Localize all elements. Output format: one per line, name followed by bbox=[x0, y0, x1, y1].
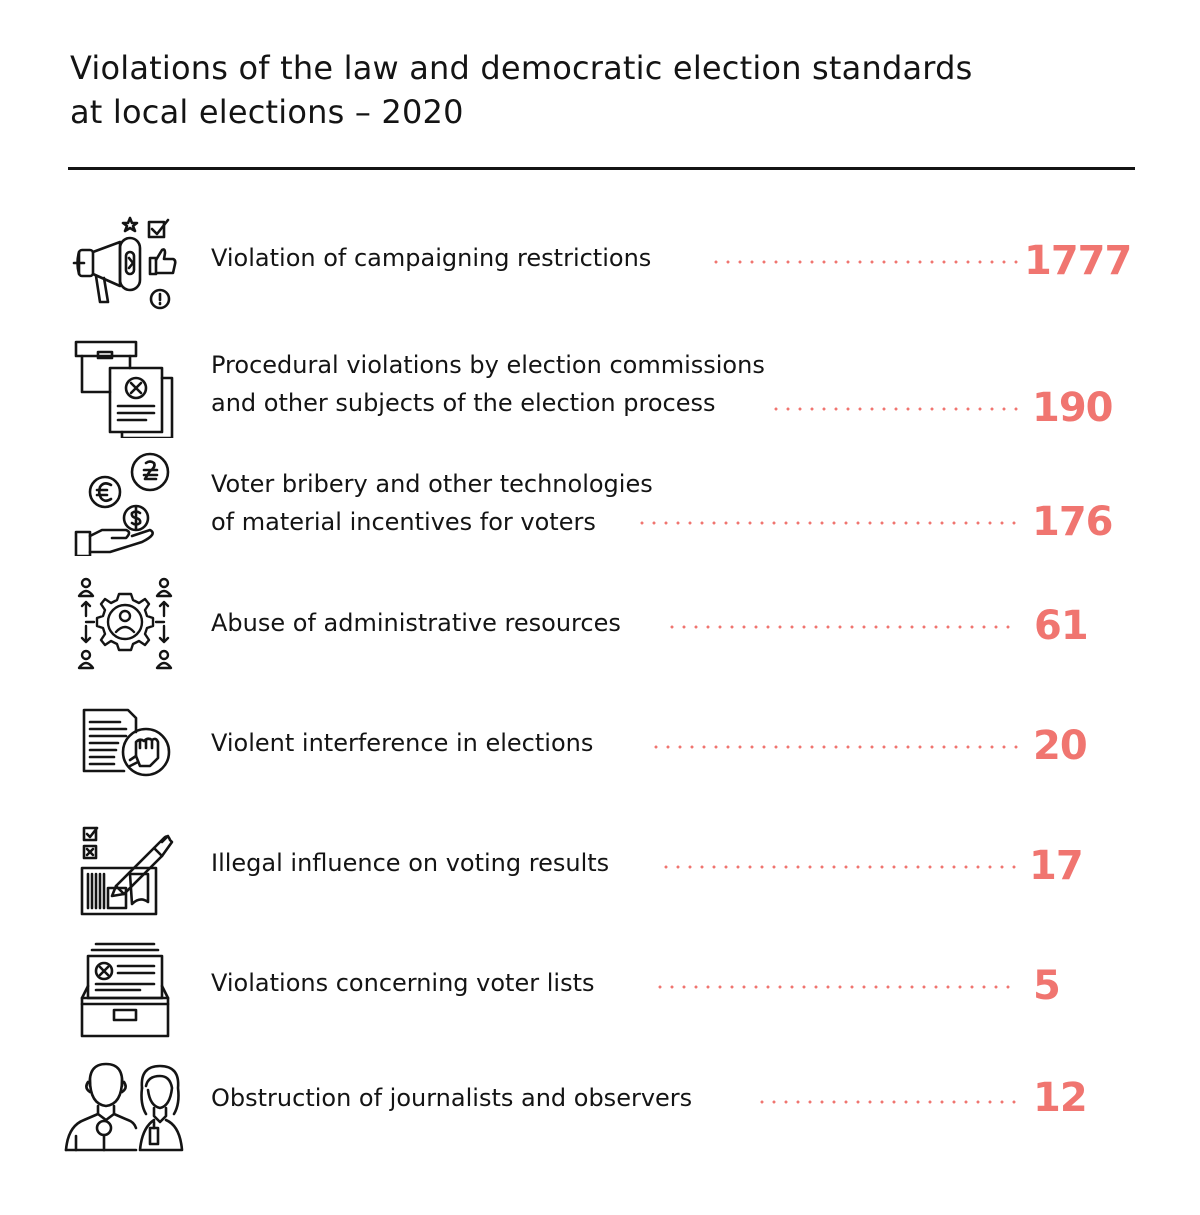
violation-count: 5 bbox=[1033, 963, 1060, 1009]
violation-label-line: of material incentives for voters bbox=[211, 508, 596, 536]
violation-row bbox=[0, 1050, 1200, 1160]
chart-title-line: at local elections – 2020 bbox=[70, 93, 464, 131]
leader-dots bbox=[756, 1100, 1018, 1104]
violation-row bbox=[0, 330, 1200, 440]
violation-label-line: Violations concerning voter lists bbox=[211, 969, 595, 997]
violation-count: 190 bbox=[1032, 385, 1113, 431]
ballot-pen-icon bbox=[70, 818, 180, 922]
violation-label bbox=[211, 604, 621, 642]
violation-count: 17 bbox=[1029, 843, 1083, 889]
journalist-observer-icon bbox=[62, 1056, 186, 1160]
leader-dots bbox=[650, 745, 1018, 749]
violation-row bbox=[0, 690, 1200, 800]
violation-label bbox=[211, 724, 593, 762]
document-fist-icon bbox=[70, 696, 180, 800]
violation-row bbox=[0, 210, 1200, 320]
violation-count: 12 bbox=[1033, 1075, 1087, 1121]
chart-title bbox=[70, 46, 1070, 134]
admin-gear-people-icon bbox=[70, 570, 180, 674]
violation-label bbox=[211, 465, 653, 541]
violation-label bbox=[211, 964, 594, 1002]
violation-row bbox=[0, 930, 1200, 1040]
violation-label bbox=[211, 346, 765, 422]
violation-label-line: Violent interference in elections bbox=[211, 729, 594, 757]
violation-label-line: Voter bribery and other technologies bbox=[211, 470, 653, 498]
violation-label-line: and other subjects of the election process bbox=[211, 389, 716, 417]
violation-label-line: Abuse of administrative resources bbox=[211, 609, 621, 637]
ballot-box-documents-icon bbox=[70, 334, 180, 438]
violation-row bbox=[0, 810, 1200, 920]
violation-label bbox=[211, 1079, 692, 1117]
violation-label-line: Obstruction of journalists and observers bbox=[211, 1084, 693, 1112]
megaphone-icon bbox=[70, 212, 180, 316]
leader-dots bbox=[654, 985, 1018, 989]
leader-dots bbox=[710, 260, 1018, 264]
violation-label bbox=[211, 844, 609, 882]
leader-dots bbox=[666, 625, 1018, 629]
hand-coins-icon bbox=[70, 452, 180, 556]
file-drawer-icon bbox=[70, 938, 180, 1042]
leader-dots bbox=[660, 865, 1018, 869]
violation-label-line: Illegal influence on voting results bbox=[211, 849, 610, 877]
title-divider bbox=[68, 167, 1135, 170]
violation-label bbox=[211, 239, 651, 277]
leader-dots bbox=[770, 407, 1018, 411]
chart-title-line: Violations of the law and democratic election standards bbox=[70, 49, 973, 87]
violation-count: 61 bbox=[1034, 603, 1088, 649]
violation-label-line: Procedural violations by election commissions bbox=[211, 351, 765, 379]
violation-label-line: Violation of campaigning restrictions bbox=[211, 244, 652, 272]
violation-row bbox=[0, 450, 1200, 560]
violation-count: 1777 bbox=[1024, 238, 1132, 284]
violation-count: 176 bbox=[1032, 499, 1113, 545]
violation-count: 20 bbox=[1033, 723, 1087, 769]
leader-dots bbox=[636, 521, 1018, 525]
violation-row bbox=[0, 570, 1200, 680]
